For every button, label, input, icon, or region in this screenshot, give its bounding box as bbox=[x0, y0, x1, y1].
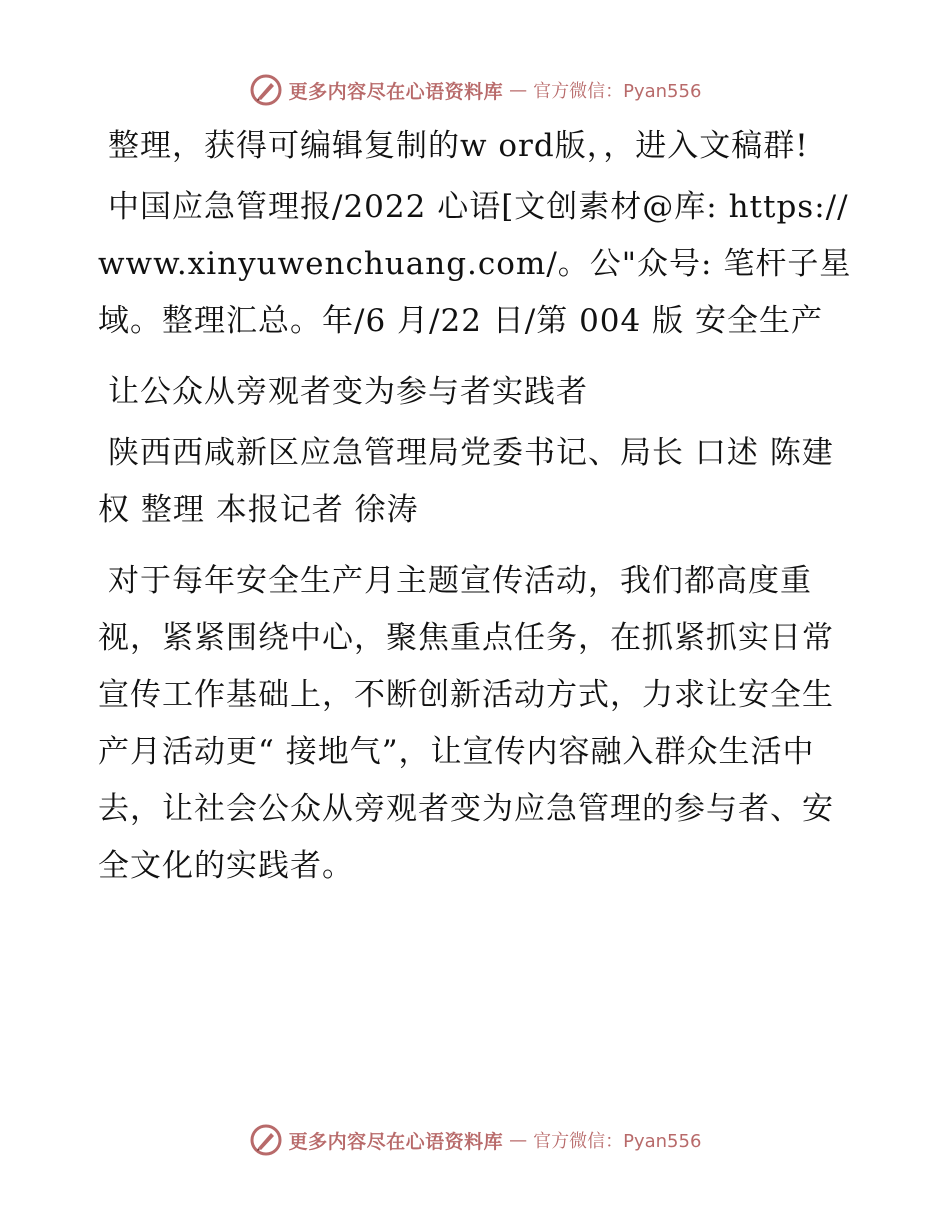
pen-logo-icon bbox=[249, 73, 283, 107]
article-byline: 陕西西咸新区应急管理局党委书记、局长 口述 陈建权 整理 本报记者 徐涛 bbox=[98, 435, 834, 528]
footer-banner-text: 更多内容尽在心语资料库 bbox=[288, 1130, 504, 1153]
header-banner bbox=[0, 70, 950, 110]
intro-paragraph: 整理，获得可编辑复制的w ord版，，进入文稿群! bbox=[108, 128, 809, 164]
header-banner-separator: — bbox=[509, 79, 528, 101]
header-wechat-label: 官方微信：Pyan556 bbox=[533, 81, 702, 102]
footer-banner bbox=[0, 1120, 950, 1160]
footer-banner-separator: — bbox=[509, 1129, 528, 1151]
source-paragraph: 中国应急管理报/2022 心语[文创素材@库: https://www.xinyuwenchuang.com/。公"众号: 笔杆子星域。整理汇总。年/6 月/22 日/第 004 版 安全生产 bbox=[98, 189, 852, 339]
article-title: 让公众从旁观者变为参与者实践者 bbox=[108, 374, 588, 410]
header-banner-text: 更多内容尽在心语资料库 bbox=[288, 80, 504, 103]
document-body bbox=[98, 118, 854, 909]
pen-logo-icon bbox=[249, 1123, 283, 1157]
body-paragraph: 对于每年安全生产月主题宣传活动，我们都高度重视，紧紧围绕中心，聚焦重点任务，在抓紧抓实日常宣传工作基础上，不断创新活动方式，力求让安全生产月活动更“ 接地气”，让宣传内容融入群众生活中去，让社会公众从旁观者变为应急管理的参与者、安全文化的实践者。 bbox=[98, 563, 834, 884]
footer-wechat-label: 官方微信：Pyan556 bbox=[533, 1131, 702, 1152]
